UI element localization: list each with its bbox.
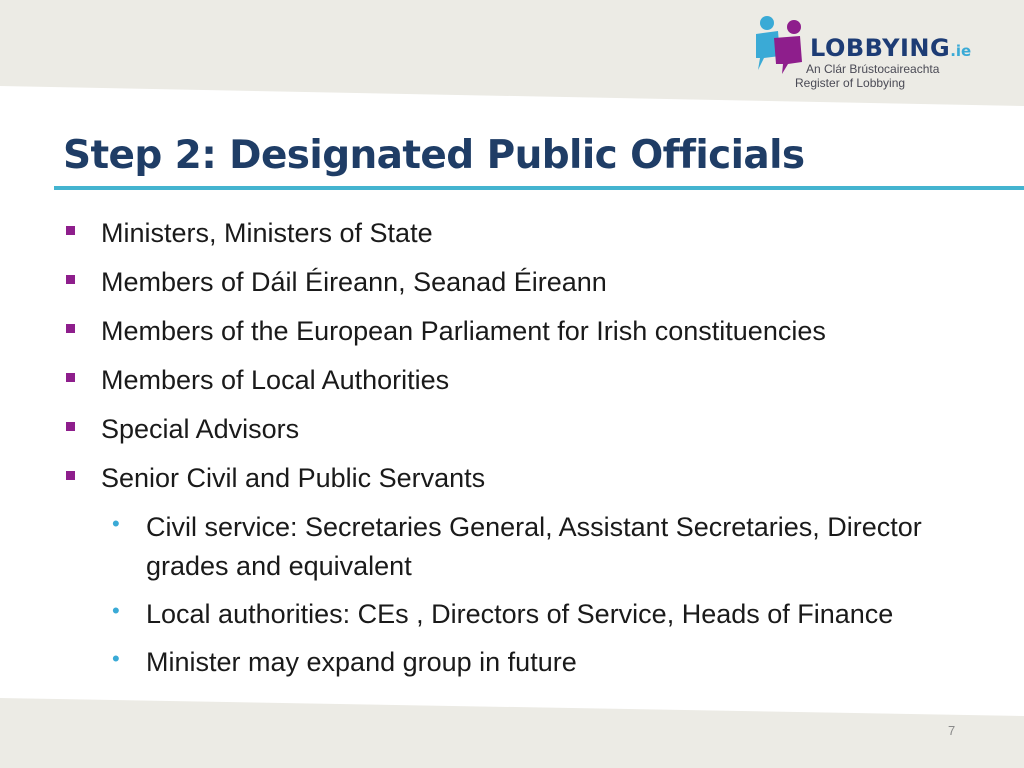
square-bullet-icon [66, 226, 75, 235]
square-bullet-icon [66, 422, 75, 431]
people-speech-bubbles-icon [752, 14, 808, 78]
logo-english-tagline: Register of Lobbying [795, 76, 906, 90]
lobbying-logo [752, 14, 982, 94]
dot-bullet-icon: • [112, 598, 120, 623]
square-bullet-icon [66, 324, 75, 333]
dot-bullet-icon: • [112, 511, 120, 536]
square-bullet-icon [66, 471, 75, 480]
slide-title: Step 2: Designated Public Officials [63, 133, 805, 178]
logo-tld: .ie [950, 42, 972, 60]
list-item-text: Members of Local Authorities [101, 365, 450, 395]
list-item-text: Senior Civil and Public Servants [101, 463, 486, 493]
sub-list-item-text: Minister may expand group in future [146, 647, 577, 677]
sub-list-item-text: Local authorities: CEs , Directors of Service, Heads of Finance [146, 599, 894, 629]
list-item-text: Special Advisors [101, 414, 300, 444]
bottom-band [0, 698, 1024, 768]
page-number: 7 [948, 723, 956, 738]
list-item-text: Members of the European Parliament for Irish constituencies [101, 316, 826, 346]
list-item-text: Members of Dáil Éireann, Seanad Éireann [101, 267, 607, 297]
title-underline [54, 186, 1024, 190]
sub-list-item-text: Civil service: Secretaries General, Assistant Secretaries, Director grades and equivalent [146, 512, 922, 581]
logo-word: LOBBYING [810, 34, 951, 62]
list-item-text: Ministers, Ministers of State [101, 218, 433, 248]
square-bullet-icon [66, 373, 75, 382]
logo-wordmark [810, 36, 971, 63]
logo-irish-tagline: An Clár Brústocaireachta [806, 62, 940, 76]
square-bullet-icon [66, 275, 75, 284]
dot-bullet-icon: • [112, 646, 120, 671]
